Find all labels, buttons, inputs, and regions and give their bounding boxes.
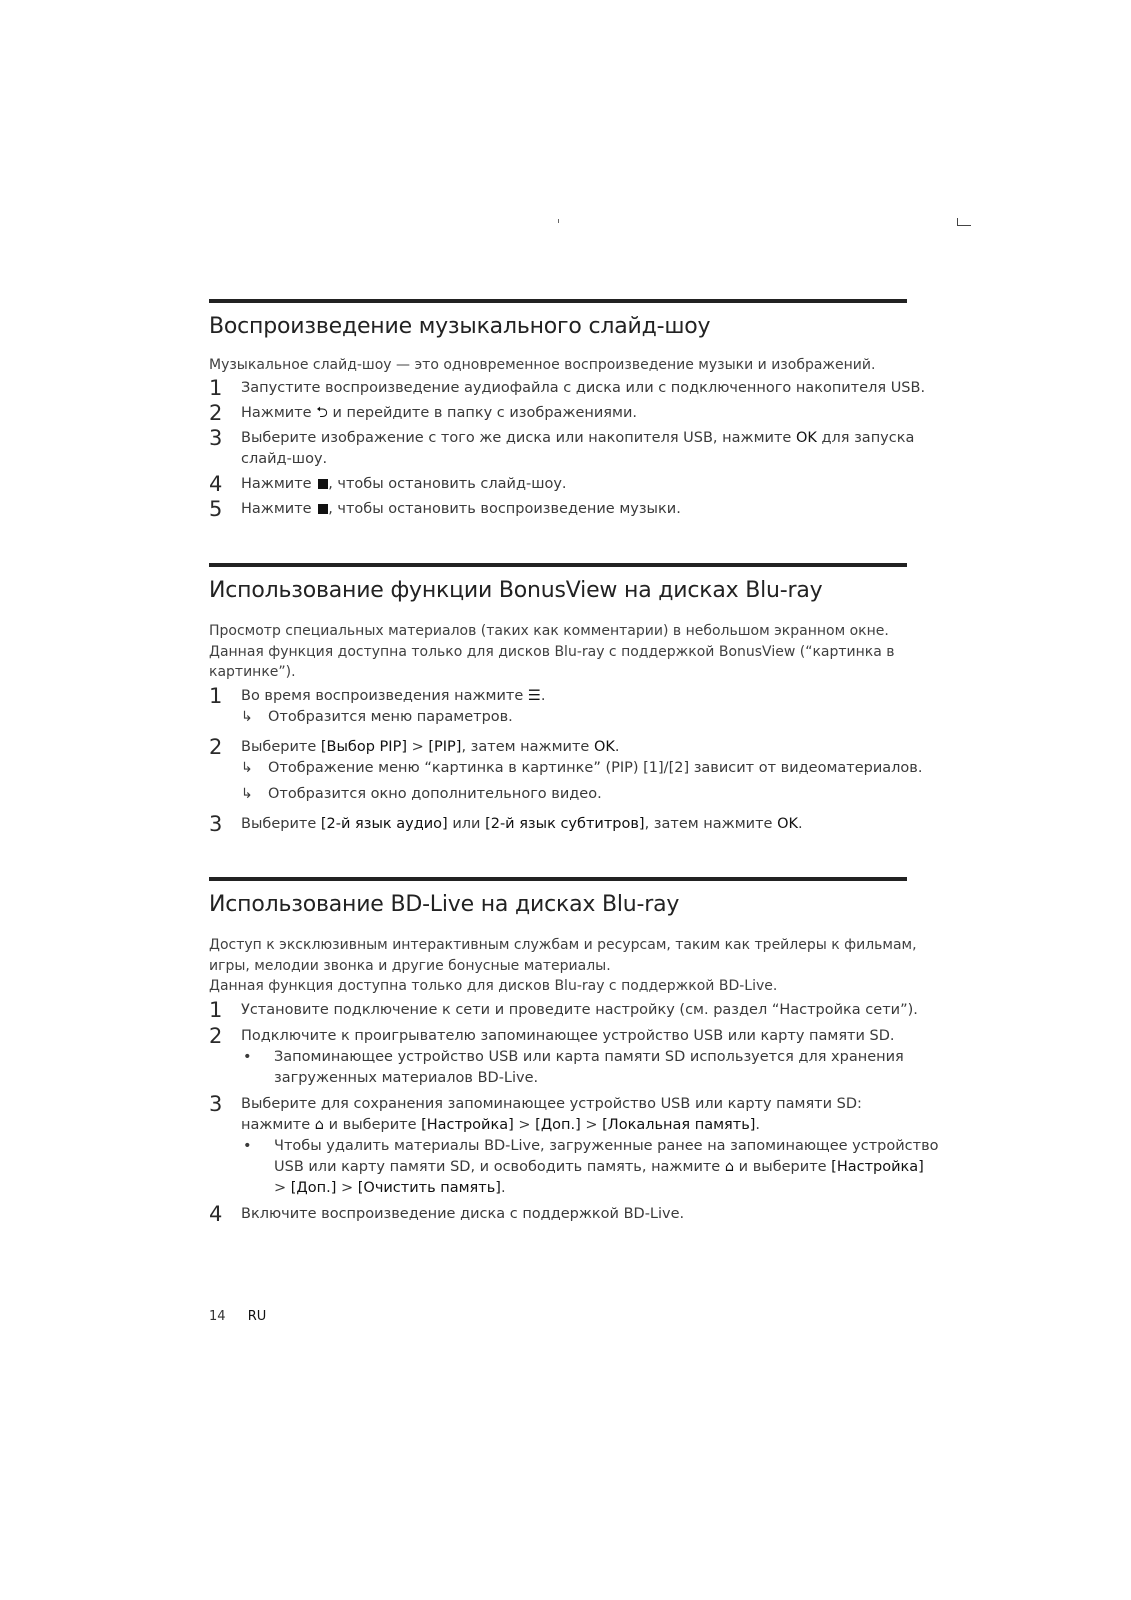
step-text: , затем нажмите — [461, 738, 590, 755]
section-title: Использование функции BonusView на дисках Blu-ray — [209, 578, 823, 603]
section-intro: Данная функция доступна только для дисков Blu-ray с поддержкой BD-Live. — [209, 978, 778, 994]
punctuation: . — [614, 738, 620, 755]
step-text: Во время воспроизведения нажмите — [241, 687, 524, 704]
menu-option-label: [Локальная память] — [602, 1116, 756, 1133]
section-bd-live — [209, 877, 939, 1226]
ok-key-label: OK — [795, 429, 817, 446]
step-text: Запустите воспроизведение аудиофайла с диска или с подключенного накопителя USB. — [241, 379, 926, 396]
step-3 — [209, 425, 915, 470]
note-text: загруженных материалов BD-Live. — [274, 1069, 539, 1086]
ok-key-label: OK — [777, 815, 798, 832]
note-text: Чтобы удалить материалы BD-Live, загруженные ранее на запоминающее устройство — [274, 1137, 939, 1154]
language-code: RU — [247, 1309, 267, 1324]
result-text: Отобразится меню параметров. — [268, 708, 513, 725]
menu-option-label: [2-й язык субтитров] — [485, 815, 645, 832]
page-number: 14 — [209, 1309, 226, 1324]
step-text: Выберите — [241, 738, 317, 755]
step-2 — [209, 400, 907, 425]
bullet-icon: • — [243, 1137, 252, 1154]
punctuation: . — [500, 1179, 506, 1196]
step-text: Установите подключение к сети и проведите настройку (см. раздел “Настройка сети”). — [241, 1001, 918, 1018]
bullet-icon: • — [243, 1048, 252, 1065]
step-2 — [209, 1023, 907, 1089]
step-text: , затем нажмите — [644, 815, 773, 832]
section-intro: Данная функция доступна только для дисков Blu-ray с поддержкой BonusView (“картинка в — [209, 643, 895, 660]
step-result — [241, 784, 907, 805]
step-text: для запуска — [821, 429, 915, 446]
step-number: 1 — [209, 375, 223, 400]
crop-mark-right — [957, 218, 971, 226]
step-text-continued: слайд-шоу. — [241, 450, 328, 467]
crop-mark-top — [558, 219, 559, 223]
step-number: 1 — [209, 683, 223, 708]
step-number: 3 — [209, 425, 223, 450]
step-text: Нажмите — [241, 404, 312, 421]
result-text: Отображение меню “картинка в картинке” (PIP) [1]/[2] зависит от видеоматериалов. — [268, 759, 923, 776]
step-number: 4 — [209, 1201, 223, 1226]
step-4 — [209, 471, 907, 496]
note-text: Запоминающее устройство USB или карта памяти SD используется для хранения — [274, 1048, 904, 1065]
step-result — [241, 707, 907, 728]
result-arrow-icon: ↳ — [241, 759, 253, 776]
menu-option-label: [Настройка] — [831, 1158, 924, 1175]
section-rule — [209, 563, 907, 567]
section-intro: Музыкальное слайд-шоу — это одновременное воспроизведение музыки и изображений. — [209, 357, 876, 373]
step-text: Выберите изображение с того же диска или накопителя USB, нажмите — [241, 429, 792, 446]
step-1 — [209, 997, 918, 1022]
step-number: 1 — [209, 997, 223, 1022]
step-number: 3 — [209, 1091, 223, 1116]
section-music-slideshow — [209, 299, 926, 521]
step-text: и перейдите в папку с изображениями. — [332, 404, 637, 421]
step-1 — [209, 683, 907, 728]
home-icon: ⌂ — [314, 1116, 324, 1133]
step-list — [209, 375, 926, 521]
step-text: Нажмите — [241, 475, 312, 492]
section-rule — [209, 299, 907, 303]
separator: > — [340, 1179, 354, 1196]
menu-option-label: [Настройка] — [421, 1116, 514, 1133]
section-rule — [209, 877, 907, 881]
step-4 — [209, 1201, 907, 1226]
step-text: , чтобы остановить слайд-шоу. — [328, 475, 567, 492]
step-text: или — [452, 815, 481, 832]
step-text: Включите воспроизведение диска с поддержкой BD-Live. — [241, 1205, 685, 1222]
step-note — [241, 1136, 939, 1199]
page-footer — [209, 1309, 266, 1324]
separator: > — [274, 1179, 287, 1196]
step-number: 2 — [209, 400, 223, 425]
section-title: Воспроизведение музыкального слайд-шоу — [209, 314, 711, 339]
step-note — [241, 1047, 907, 1089]
step-text: нажмите — [241, 1116, 311, 1133]
section-title: Использование BD-Live на дисках Blu-ray — [209, 892, 680, 917]
menu-option-label: [Доп.] — [535, 1116, 581, 1133]
step-number: 3 — [209, 811, 223, 836]
menu-option-label: [2-й язык аудио] — [320, 815, 448, 832]
result-arrow-icon: ↳ — [241, 708, 253, 725]
separator: > — [585, 1116, 598, 1133]
step-3 — [209, 811, 907, 836]
home-icon: ⌂ — [724, 1158, 735, 1175]
step-text: Подключите к проигрывателю запоминающее устройство USB или карту памяти SD. — [241, 1027, 895, 1044]
note-text: USB или карту памяти SD, и освободить память, нажмите — [274, 1158, 721, 1175]
step-1 — [209, 375, 926, 400]
options-icon: ☰ — [527, 687, 541, 704]
step-text: , чтобы остановить воспроизведение музыки. — [328, 500, 681, 517]
section-bonusview — [209, 563, 923, 836]
step-number: 4 — [209, 471, 223, 496]
stop-icon — [318, 479, 328, 489]
step-5 — [209, 496, 907, 521]
back-icon: ⮌ — [316, 404, 328, 421]
step-list — [209, 997, 939, 1226]
stop-icon — [318, 504, 328, 514]
punctuation: . — [755, 1116, 761, 1133]
punctuation: . — [797, 815, 803, 832]
step-3 — [209, 1091, 939, 1199]
step-number: 2 — [209, 734, 223, 759]
menu-option-label: [Выбор PIP] — [320, 738, 407, 755]
step-number: 2 — [209, 1023, 223, 1048]
punctuation: . — [540, 687, 546, 704]
section-intro: картинке”). — [209, 664, 296, 680]
menu-option-label: [Очистить память] — [357, 1179, 501, 1196]
note-text: и выберите — [738, 1158, 827, 1175]
step-text: Выберите — [241, 815, 317, 832]
step-text: Выберите для сохранения запоминающее устройство USB или карту памяти SD: — [241, 1095, 862, 1112]
separator: > — [518, 1116, 531, 1133]
separator: > — [411, 738, 424, 755]
step-number: 5 — [209, 496, 223, 521]
step-text: и выберите — [328, 1116, 417, 1133]
menu-option-label: [PIP] — [428, 738, 462, 755]
section-intro: игры, мелодии звонка и другие бонусные материалы. — [209, 957, 611, 974]
step-text: Нажмите — [241, 500, 312, 517]
result-arrow-icon: ↳ — [241, 785, 253, 802]
step-list — [209, 683, 923, 836]
menu-option-label: [Доп.] — [290, 1179, 337, 1196]
step-2 — [209, 734, 923, 805]
section-intro: Просмотр специальных материалов (таких как комментарии) в небольшом экранном окне. — [209, 623, 889, 639]
ok-key-label: OK — [593, 738, 615, 755]
step-result — [241, 758, 923, 779]
result-text: Отобразится окно дополнительного видео. — [268, 785, 602, 802]
section-intro: Доступ к эксклюзивным интерактивным службам и ресурсам, таким как трейлеры к фильмам, — [209, 937, 917, 953]
